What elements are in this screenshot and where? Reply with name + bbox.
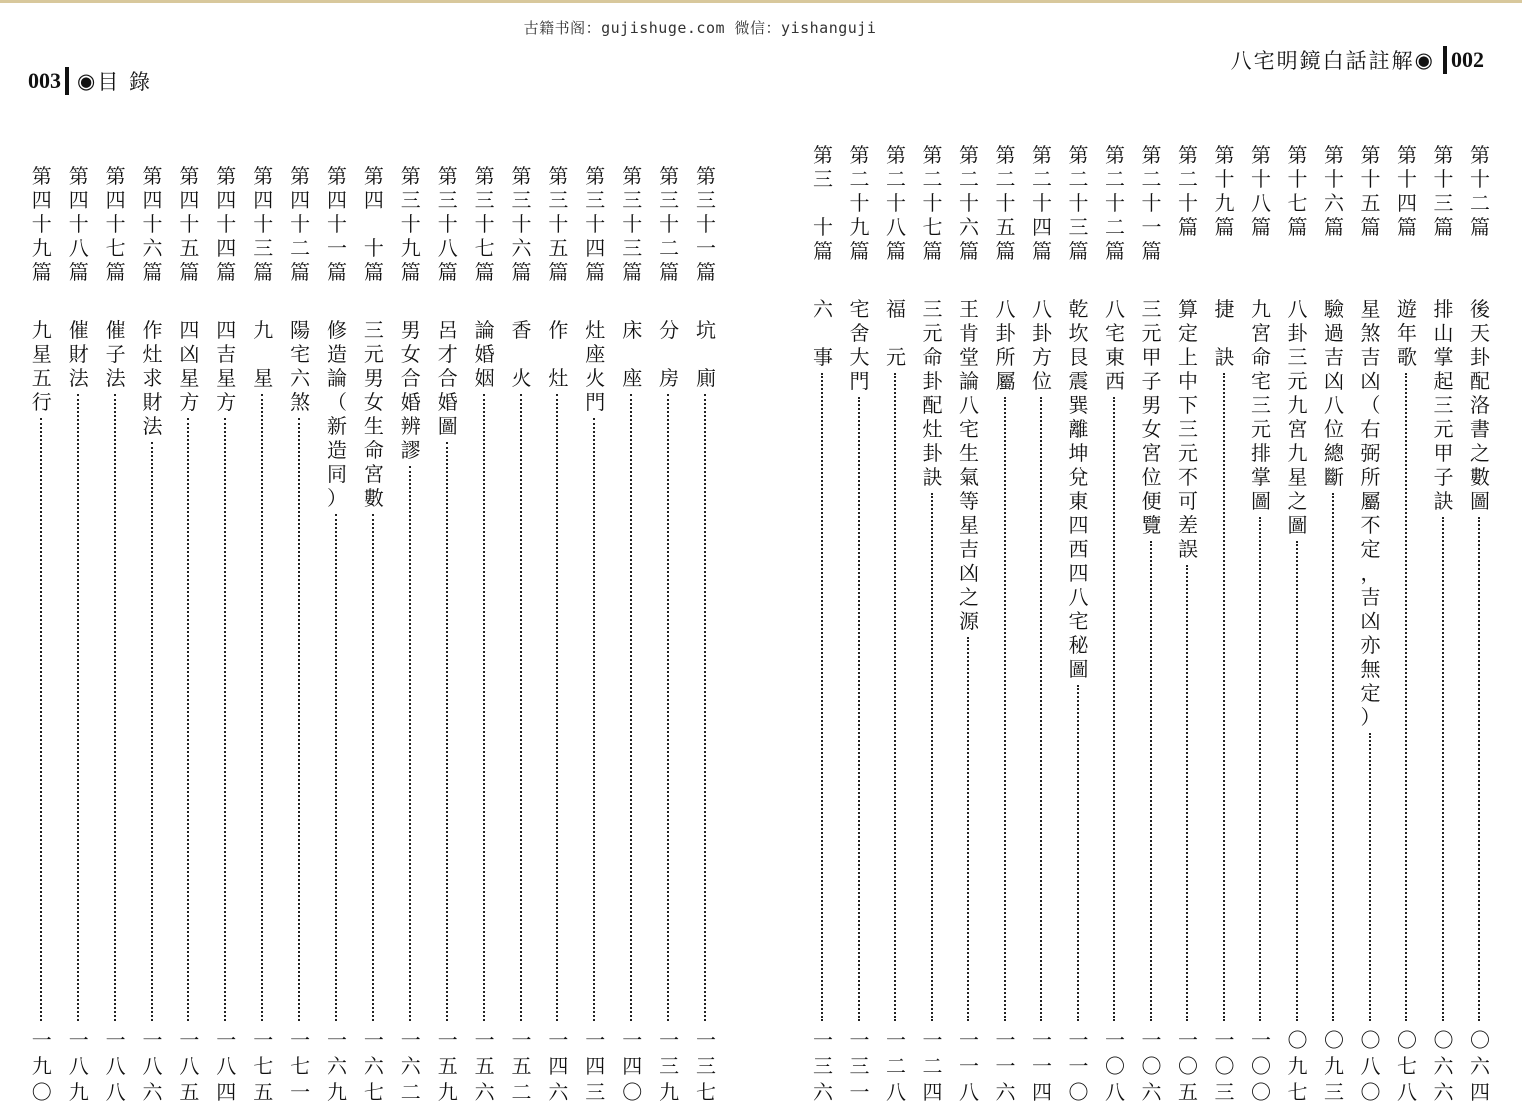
toc-chapter-label: 第 十 九 篇 (1214, 143, 1235, 239)
toc-chapter-label: 第 四 十 四 篇 (216, 164, 237, 284)
toc-page-number: 一 七 一 (290, 1028, 311, 1104)
toc-entry[interactable] (30, 0, 56, 1116)
dot-leader (520, 394, 522, 1021)
toc-entry[interactable] (251, 0, 277, 1116)
watermark: 古籍书阁：gujishuge.com 微信：yishanguji (523, 19, 877, 37)
toc-page-number: 一 八 九 (68, 1028, 89, 1104)
toc-entry[interactable] (921, 0, 947, 1116)
toc-entry-title: 四 凶 星 方 (179, 318, 200, 414)
dot-leader (224, 418, 226, 1021)
toc-entry[interactable] (884, 0, 910, 1116)
toc-chapter-label: 第 二 十 四 篇 (1032, 143, 1052, 263)
toc-chapter-label: 第 十 四 篇 (1397, 143, 1417, 239)
dot-leader (1259, 517, 1261, 1021)
toc-entry[interactable] (1395, 0, 1421, 1116)
toc-chapter-label: 第 四 十 六 篇 (142, 164, 163, 284)
dot-leader (1332, 493, 1334, 1021)
toc-chapter-label: 第 四 十 五 篇 (179, 164, 200, 284)
toc-entry[interactable] (1213, 0, 1239, 1116)
dot-leader (858, 397, 860, 1021)
toc-chapter-label: 第 二 十 九 篇 (849, 143, 870, 263)
toc-entry-title: 宅 舍 大 門 (849, 297, 870, 393)
toc-page-number: 一 六 九 (327, 1028, 347, 1104)
toc-entry-title: 九 宮 命 宅 三 元 排 掌 圖 (1251, 297, 1271, 513)
toc-entry[interactable] (510, 0, 536, 1116)
toc-entry-title: 四 吉 星 方 (216, 318, 237, 414)
toc-chapter-label: 第 四 十 一 篇 (327, 164, 347, 284)
dot-leader (483, 394, 485, 1021)
left-page-title: 目 錄 (97, 70, 153, 94)
toc-page-number: 〇 九 七 (1287, 1028, 1308, 1104)
toc-chapter-label: 第 三 十 篇 (813, 143, 833, 263)
toc-page-number: 一 四 〇 (622, 1028, 643, 1104)
toc-entry[interactable] (694, 0, 720, 1116)
toc-entry-title: 九 星 (253, 318, 274, 390)
toc-entry[interactable] (288, 0, 314, 1116)
toc-page-number: 一 一 六 (995, 1028, 1016, 1104)
toc-entry-title: 三 元 命 卦 配 灶 卦 訣 (922, 297, 943, 489)
toc-chapter-label: 第 三 十 三 篇 (622, 164, 643, 284)
toc-chapter-label: 第 二 十 二 篇 (1105, 143, 1125, 263)
toc-page-number: 一 〇 〇 (1251, 1028, 1271, 1104)
toc-entry[interactable] (473, 0, 499, 1116)
toc-entry-title: 驗 過 吉 凶 八 位 總 斷 (1324, 297, 1344, 489)
toc-page-number: 一 二 四 (922, 1028, 943, 1104)
right-page-number: 002 (1451, 47, 1484, 72)
dot-leader (667, 394, 669, 1021)
toc-chapter-label: 第 二 十 三 篇 (1068, 143, 1089, 263)
toc-page-number: 一 三 九 (659, 1028, 680, 1104)
toc-entry-title: 福 元 (886, 297, 906, 369)
toc-chapter-label: 第 二 十 一 篇 (1141, 143, 1162, 263)
toc-entry[interactable] (399, 0, 425, 1116)
toc-page-number: 〇 八 〇 (1360, 1028, 1381, 1104)
circle-marker-icon: ◉ (77, 69, 98, 93)
toc-page-number: 一 六 七 (363, 1028, 384, 1104)
toc-page-number: 一 一 八 (959, 1028, 979, 1104)
toc-entry[interactable] (325, 0, 351, 1116)
toc-page-number: 一 四 三 (585, 1028, 606, 1104)
toc-page-number: 一 〇 八 (1105, 1028, 1125, 1104)
dot-leader (704, 394, 706, 1021)
toc-entry-title: 三 元 男 女 生 命 宮 數 (363, 318, 384, 510)
toc-page-number: 一 八 五 (179, 1028, 200, 1104)
dot-leader (151, 442, 153, 1021)
toc-entry[interactable] (1103, 0, 1129, 1116)
toc-entry-title: 灶 座 火 門 (585, 318, 606, 414)
toc-chapter-label: 第 十 五 篇 (1360, 143, 1381, 239)
dot-leader (446, 442, 448, 1021)
toc-chapter-label: 第 二 十 篇 (1178, 143, 1198, 239)
toc-entry[interactable] (1249, 0, 1275, 1116)
toc-chapter-label: 第 四 十 二 篇 (290, 164, 311, 284)
toc-entry[interactable] (141, 0, 167, 1116)
toc-entry-title: 八 卦 所 屬 (995, 297, 1016, 393)
toc-chapter-label: 第 四 十 七 篇 (105, 164, 126, 284)
toc-entry-title: 修 造 論 （ 新 造 同 ） (327, 318, 347, 510)
toc-page-number: 一 三 六 (813, 1028, 833, 1104)
toc-entry[interactable] (1359, 0, 1385, 1116)
dot-leader (1223, 373, 1225, 1021)
toc-entry-title: 催 財 法 (68, 318, 89, 390)
dot-leader (77, 394, 79, 1021)
toc-page-number: 〇 六 六 (1433, 1028, 1454, 1104)
toc-entry[interactable] (104, 0, 130, 1116)
toc-chapter-label: 第 三 十 八 篇 (437, 164, 458, 284)
toc-entry[interactable] (1322, 0, 1348, 1116)
toc-page-number: 一 八 六 (142, 1028, 163, 1104)
dot-leader (593, 418, 595, 1021)
toc-entry-title: 乾 坎 艮 震 巽 離 坤 兌 東 四 西 四 八 宅 秘 圖 (1068, 297, 1089, 681)
dot-leader (821, 373, 823, 1021)
dot-leader (1077, 685, 1079, 1021)
dot-leader (1040, 397, 1042, 1021)
toc-page-number: 一 五 二 (511, 1028, 532, 1104)
dot-leader (40, 418, 42, 1021)
toc-entry-title: 八 卦 方 位 (1032, 297, 1052, 393)
toc-page-number: 〇 六 四 (1470, 1028, 1490, 1104)
toc-entry-title: 星 煞 吉 凶 （ 右 弼 所 屬 不 定 ， 吉 凶 亦 無 定 ） (1360, 297, 1381, 729)
toc-entry[interactable] (362, 0, 388, 1116)
toc-entry-title: 算 定 上 中 下 三 元 不 可 差 誤 (1178, 297, 1198, 561)
dot-leader (556, 394, 558, 1021)
toc-page-number: 一 四 六 (548, 1028, 569, 1104)
dot-leader (298, 418, 300, 1021)
toc-page-number: 一 〇 五 (1178, 1028, 1198, 1104)
toc-chapter-label: 第 三 十 二 篇 (659, 164, 680, 284)
toc-entry[interactable] (620, 0, 646, 1116)
toc-entry-title: 排 山 掌 起 三 元 甲 子 訣 (1433, 297, 1454, 513)
toc-chapter-label: 第 三 十 四 篇 (585, 164, 606, 284)
toc-page-number: 一 八 八 (105, 1028, 126, 1104)
toc-entry[interactable] (657, 0, 683, 1116)
toc-entry[interactable] (177, 0, 203, 1116)
toc-entry[interactable] (1468, 0, 1494, 1116)
dot-leader (261, 394, 263, 1021)
toc-entry-title: 作 灶 求 財 法 (142, 318, 163, 438)
toc-page-number: 一 九 〇 (31, 1028, 52, 1104)
toc-entry[interactable] (848, 0, 874, 1116)
dot-leader (335, 514, 337, 1021)
toc-chapter-label: 第 三 十 七 篇 (474, 164, 495, 284)
toc-page-number: 一 一 四 (1032, 1028, 1052, 1104)
toc-entry[interactable] (1067, 0, 1093, 1116)
toc-entry[interactable] (994, 0, 1020, 1116)
dot-leader (1186, 565, 1188, 1021)
toc-page-number: 一 八 四 (216, 1028, 237, 1104)
toc-chapter-label: 第 三 十 五 篇 (548, 164, 569, 284)
toc-entry-title: 床 座 (622, 318, 643, 390)
toc-entry[interactable] (1432, 0, 1458, 1116)
toc-entry[interactable] (436, 0, 462, 1116)
toc-entry-title: 三 元 甲 子 男 女 宮 位 便 覽 (1141, 297, 1162, 537)
toc-entry-title: 分 房 (659, 318, 680, 390)
toc-chapter-label: 第 十 八 篇 (1251, 143, 1271, 239)
toc-entry-title: 男 女 合 婚 辨 謬 (400, 318, 421, 462)
toc-entry-title: 遊 年 歌 (1397, 297, 1417, 369)
toc-chapter-label: 第 二 十 六 篇 (959, 143, 979, 263)
dot-leader (1004, 397, 1006, 1021)
toc-page-number: 一 二 八 (886, 1028, 906, 1104)
toc-entry-title: 論 婚 姻 (474, 318, 495, 390)
toc-entry[interactable] (1140, 0, 1166, 1116)
dot-leader (187, 418, 189, 1021)
toc-chapter-label: 第 十 六 篇 (1324, 143, 1344, 239)
dot-leader (372, 514, 374, 1021)
toc-chapter-label: 第 四 十 三 篇 (253, 164, 274, 284)
toc-entry-title: 八 宅 東 西 (1105, 297, 1125, 393)
toc-entry[interactable] (957, 0, 983, 1116)
toc-entry-title: 八 卦 三 元 九 宮 九 星 之 圖 (1287, 297, 1308, 537)
toc-entry-title: 陽 宅 六 煞 (290, 318, 311, 414)
toc-page-number: 〇 七 八 (1397, 1028, 1417, 1104)
toc-entry-title: 九 星 五 行 (31, 318, 52, 414)
toc-chapter-label: 第 十 七 篇 (1287, 143, 1308, 239)
toc-chapter-label: 第 十 三 篇 (1433, 143, 1454, 239)
toc-chapter-label: 第 三 十 九 篇 (400, 164, 421, 284)
dot-leader (967, 637, 969, 1021)
dot-leader (1296, 541, 1298, 1021)
toc-chapter-label: 第 三 十 六 篇 (511, 164, 532, 284)
dot-leader (1369, 733, 1371, 1021)
dot-leader (409, 466, 411, 1021)
toc-entry-title: 王 肯 堂 論 八 宅 生 氣 等 星 吉 凶 之 源 (959, 297, 979, 633)
toc-page-number: 一 〇 三 (1214, 1028, 1235, 1104)
toc-entry[interactable] (1030, 0, 1056, 1116)
toc-entry-title: 呂 才 合 婚 圖 (437, 318, 458, 438)
dot-leader (931, 493, 933, 1021)
dot-leader (114, 394, 116, 1021)
toc-entry-title: 作 灶 (548, 318, 569, 390)
toc-entry[interactable] (214, 0, 240, 1116)
toc-entry-title: 後 天 卦 配 洛 書 之 數 圖 (1470, 297, 1490, 513)
dot-leader (1478, 517, 1480, 1021)
toc-entry[interactable] (583, 0, 609, 1116)
toc-chapter-label: 第 四 十 篇 (363, 164, 384, 284)
toc-chapter-label: 第 三 十 一 篇 (696, 164, 716, 284)
toc-chapter-label: 第 二 十 七 篇 (922, 143, 943, 263)
toc-chapter-label: 第 四 十 八 篇 (68, 164, 89, 284)
toc-entry[interactable] (1286, 0, 1312, 1116)
toc-entry-title: 香 火 (511, 318, 532, 390)
toc-entry-title: 捷 訣 (1214, 297, 1235, 369)
toc-page-number: 〇 九 三 (1324, 1028, 1344, 1104)
toc-entry[interactable] (67, 0, 93, 1116)
toc-chapter-label: 第 四 十 九 篇 (31, 164, 52, 284)
toc-page-number: 一 六 二 (400, 1028, 421, 1104)
toc-chapter-label: 第 二 十 五 篇 (995, 143, 1016, 263)
toc-page-number: 一 三 一 (849, 1028, 870, 1104)
toc-chapter-label: 第 十 二 篇 (1470, 143, 1490, 239)
dot-leader (1442, 517, 1444, 1021)
toc-entry[interactable] (546, 0, 572, 1116)
toc-page-number: 一 五 九 (437, 1028, 458, 1104)
toc-entry-title: 六 事 (813, 297, 833, 369)
toc-page-number: 一 〇 六 (1141, 1028, 1162, 1104)
dot-leader (1405, 373, 1407, 1021)
dot-leader (630, 394, 632, 1021)
toc-chapter-label: 第 二 十 八 篇 (886, 143, 906, 263)
dot-leader (1150, 541, 1152, 1021)
toc-page-number: 一 七 五 (253, 1028, 274, 1104)
right-page-title: 八宅明鏡白話註解 (1230, 49, 1415, 73)
toc-page-number: 一 五 六 (474, 1028, 495, 1104)
toc-entry-title: 催 子 法 (105, 318, 126, 390)
toc-page-number: 一 一 〇 (1068, 1028, 1089, 1104)
left-page-number: 003 (28, 68, 61, 93)
toc-entry-title: 坑 廁 (696, 318, 716, 390)
dot-leader (894, 373, 896, 1021)
toc-page-number: 一 三 七 (696, 1028, 716, 1104)
toc-entry[interactable] (1176, 0, 1202, 1116)
dot-leader (1113, 397, 1115, 1021)
circle-marker-icon: ◉ (1414, 48, 1435, 72)
toc-entry[interactable] (811, 0, 837, 1116)
